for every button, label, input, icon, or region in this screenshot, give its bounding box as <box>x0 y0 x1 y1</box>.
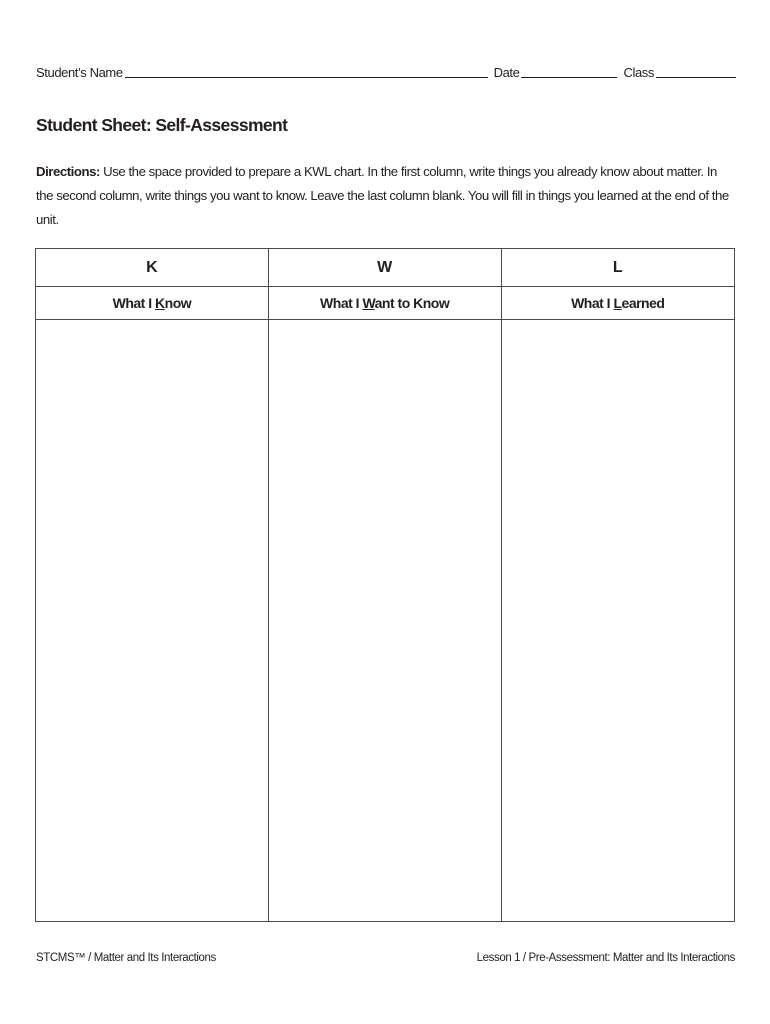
date-field[interactable] <box>521 63 617 78</box>
directions-text: Use the space provided to prepare a KWL chart. In the first column, write things you already know about matter. In the second column, write things you want to know. Leave the last column blank. You will fill in things you learned at the end of the unit. <box>36 164 729 227</box>
student-info-line <box>36 60 736 80</box>
kwl-heading-learned <box>501 287 734 320</box>
heading-key-letter: W <box>362 295 375 311</box>
kwl-letter-k: K <box>36 249 269 287</box>
heading-suffix: earned <box>621 295 665 311</box>
student-name-label: Student’s Name <box>36 65 123 80</box>
class-label: Class <box>623 65 654 80</box>
heading-suffix: ant to Know <box>374 295 450 311</box>
kwl-know-answer-area[interactable] <box>36 320 269 922</box>
kwl-chart <box>35 248 735 922</box>
footer-series-title: STCMS™ / Matter and Its Interactions <box>36 952 216 964</box>
kwl-want-answer-area[interactable] <box>268 320 501 922</box>
heading-key-letter: L <box>613 295 622 311</box>
directions-paragraph <box>36 160 736 232</box>
footer-lesson-title: Lesson 1 / Pre-Assessment: Matter and Its Interactions <box>476 952 735 964</box>
kwl-heading-want <box>268 287 501 320</box>
kwl-letter-l: L <box>501 249 734 287</box>
date-label: Date <box>493 65 520 80</box>
kwl-heading-know <box>36 287 269 320</box>
student-name-field[interactable] <box>125 63 488 78</box>
kwl-learned-answer-area[interactable] <box>501 320 734 922</box>
heading-prefix: What I <box>320 295 363 311</box>
heading-prefix: What I <box>571 295 614 311</box>
heading-key-letter: K <box>155 295 165 311</box>
heading-prefix: What I <box>112 295 156 311</box>
directions-lead: Directions: <box>36 164 100 179</box>
heading-suffix: now <box>164 295 192 311</box>
kwl-letter-w: W <box>268 249 501 287</box>
page-title: Student Sheet: Self-Assessment <box>36 115 288 135</box>
class-field[interactable] <box>656 63 736 78</box>
